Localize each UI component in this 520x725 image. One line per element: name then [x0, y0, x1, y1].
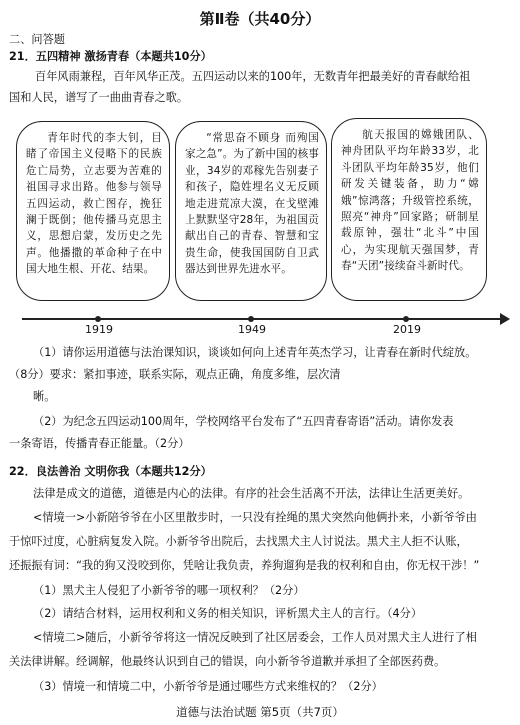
question-22-sub3: （3）情境一和情境二中，小新爷爷是通过哪些方式来维权的？（2分）	[33, 680, 383, 693]
timeline-axis	[22, 318, 502, 320]
question-22-case1-line1: <情境一>小新陪爷爷在小区里散步时，一只没有拴绳的黑犬突然向他俩扑来，小新爷爷由	[33, 511, 477, 524]
question-22-sub2: （2）请结合材料，运用权利和义务的相关知识，评析黑犬主人的言行。（4分）	[33, 607, 423, 620]
question-21-sub1-line1: （1）请你运用道德与法治课知识，谈谈如何向上述青年英杰学习，让青春在新时代绽放。	[33, 346, 477, 359]
question-21-intro-line1: 百年风雨兼程，百年风华正茂。五四运动以来的100年，无数青年把最美好的青春献给祖	[35, 70, 471, 83]
timeline-dot-2019	[403, 316, 409, 322]
timeline-year-2019: 2019	[393, 323, 421, 336]
bubble-li-dazhao-text: 青年时代的李大钊，目睹了帝国主义侵略下的民族危亡局势，立志要为苦难的祖国寻求出路。他参与领导五四运动，救亡图存，挽狂澜于既倒；他传播马克思主义，思想启蒙，发历史之先声。他播撒的革命种子在中国大地生根、开花、结果。	[26, 132, 162, 276]
bubble-li-dazhao	[16, 121, 170, 301]
page-footer: 道德与法治试题 第5页（共7页）	[176, 705, 344, 719]
question-21-intro-line2: 国和人民，谱写了一曲曲青春之歌。	[9, 91, 189, 104]
question-21-sub1-line2: （8分）要求：紧扣事迹，联系实际，观点正确，角度多维，层次清	[9, 368, 341, 381]
question-22-intro: 法律是成文的道德，道德是内心的法律。有序的社会生活离不开法，法律让生活更美好。	[33, 487, 470, 500]
page-title: 第Ⅱ卷（共40分）	[199, 10, 321, 28]
question-22-case1-line3: 还振振有词：“我的狗又没咬到你，凭啥让我负责，养狗遛狗是我的权利和自由，你无权干涉！”	[9, 559, 480, 572]
question-21-heading: 21．五四精神 激扬青春（本题共10分）	[9, 50, 212, 63]
timeline-year-1919: 1919	[85, 323, 113, 336]
question-22-case2-line1: <情境二>随后，小新爷爷将这一情况反映到了社区居委会，工作人员对黑犬主人进行了相	[33, 631, 477, 644]
bubble-aerospace-teams	[331, 118, 487, 301]
timeline-dot-1919	[95, 316, 101, 322]
question-21-sub2-line2: 一条寄语，传播青春正能量。（2分）	[9, 437, 190, 450]
question-22-heading: 22．良法善治 文明你我（本题共12分）	[9, 465, 212, 478]
question-21-sub2-line1: （2）为纪念五四运动100周年，学校网络平台发布了“五四青春寄语”活动。请你发表	[33, 415, 454, 428]
question-21-sub1-line3: 晰。	[33, 390, 56, 403]
timeline-year-1949: 1949	[238, 323, 266, 336]
bubble-deng-jiaxian-text: “常思奋不顾身 而殉国家之急”。为了新中国的核事业，34岁的邓稼先告别妻子和孩子，隐姓埋名义无反顾地走进荒凉大漠，在戈壁滩上默默坚守28年，为祖国贡献出自己的青春、智慧和宝贵生命，使我国国防自卫武器达到世界先进水平。	[185, 132, 319, 276]
timeline-arrow-icon	[500, 313, 510, 325]
bubble-aerospace-teams-text: 航天报国的嫦娥团队、神舟团队平均年龄33岁，北斗团队平均年龄35岁，他们研发关键装备，助力“嫦娥”惊鸿落；升级管控系统，照亮“神舟”回家路；研制星载原钟，强壮“北斗”中国心，为实现航天强国梦，青春“天团”接续奋斗新时代。	[341, 129, 479, 273]
timeline-dot-1949	[248, 316, 254, 322]
question-22-sub1: （1）黑犬主人侵犯了小新爷爷的哪一项权利？（2分）	[33, 584, 305, 597]
bubble-deng-jiaxian	[175, 121, 327, 301]
question-22-case2-line2: 关法律讲解。经调解，他最终认识到自己的错误，向小新爷爷道歉并承担了全部医药费。	[9, 655, 446, 668]
question-22-case1-line2: 于惊吓过度，心脏病复发入院。小新爷爷出院后，去找黑犬主人讨说法。黑犬主人拒不认账，	[9, 535, 468, 548]
section-heading: 二、问答题	[9, 33, 65, 46]
